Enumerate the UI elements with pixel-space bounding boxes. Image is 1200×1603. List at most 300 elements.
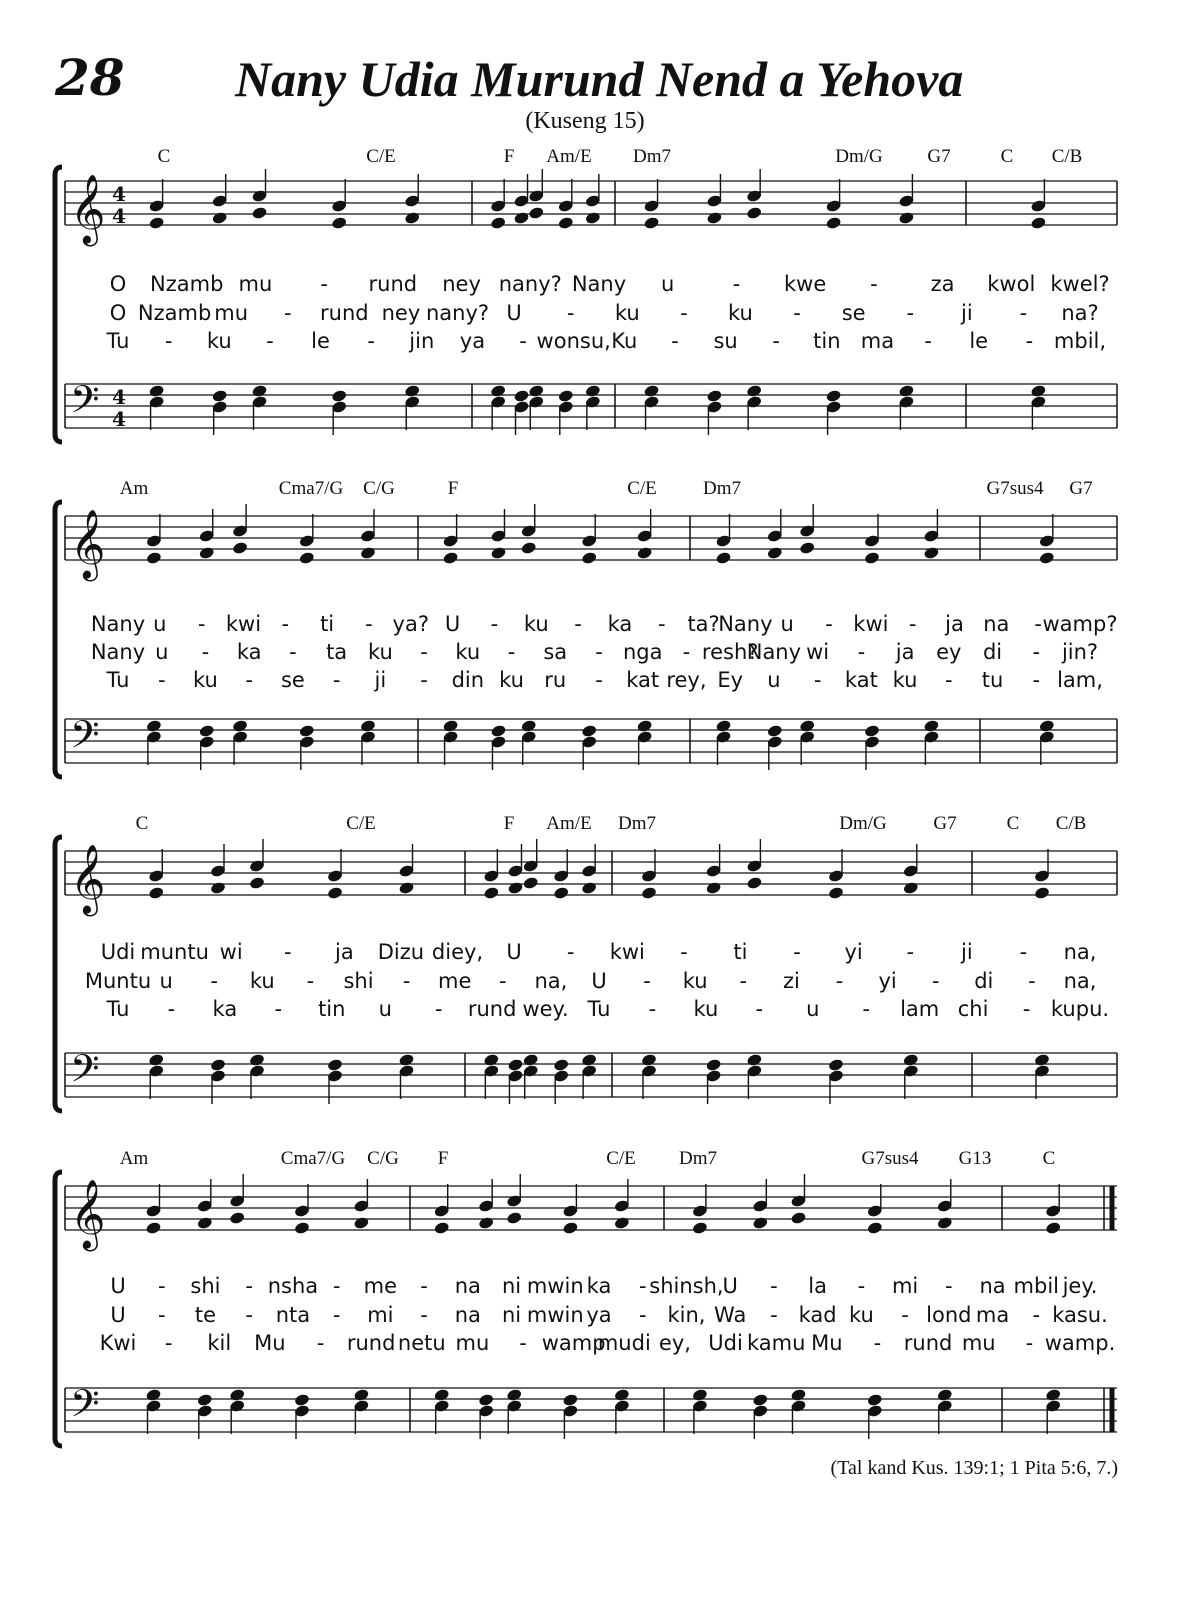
lyric-syllable: - (420, 640, 428, 664)
chord-symbol: F (437, 1148, 449, 1169)
lyric-syllable: ya (586, 1303, 612, 1327)
lyric-syllable: kil (207, 1331, 232, 1355)
lyric-syllable: u (378, 997, 392, 1021)
chord-symbol: C/B (1051, 146, 1083, 167)
note-head (705, 1058, 722, 1072)
note-head (715, 551, 732, 565)
lyric-syllable: Wa (714, 1303, 747, 1327)
lyric-syllable: na, (1063, 940, 1097, 964)
lyric-syllable: ya? (392, 612, 430, 636)
lyric-syllable: - (595, 640, 603, 664)
lyric-syllable: ey, (658, 1331, 691, 1355)
lyric-syllable: ji (960, 301, 973, 325)
lyric-syllable: - (306, 969, 315, 993)
lyric-syllable: ku (249, 969, 275, 993)
note-head (478, 1393, 495, 1407)
lyric-syllable: la (808, 1274, 827, 1298)
lyric-syllable: ti (320, 612, 335, 636)
note-head (1045, 1388, 1062, 1402)
note-head (767, 546, 784, 560)
note-head (148, 1053, 165, 1067)
note-head (705, 881, 722, 895)
note-head (520, 719, 537, 733)
chord-symbol: G7sus4 (986, 478, 1044, 499)
note-head (520, 541, 537, 555)
chord-symbol: Cma7/G (278, 478, 344, 499)
chord-symbol: Dm7 (703, 478, 741, 499)
lyric-syllable: na, (534, 969, 568, 993)
lyric-syllable: - (857, 640, 866, 664)
note-head (148, 216, 165, 230)
note-head (903, 1053, 920, 1067)
note-head (641, 886, 658, 900)
chord-symbol: C/G (367, 1148, 399, 1169)
lyric-syllable: - (157, 1274, 166, 1298)
lyric-syllable: - (931, 969, 940, 993)
lyric-syllable: Ku (611, 329, 638, 353)
note-head (581, 1053, 598, 1067)
time-signature-top: 4 (112, 182, 126, 206)
lyric-syllable: Mu (811, 1331, 843, 1355)
note-head (210, 881, 227, 895)
lyric-syllable: yi (844, 940, 863, 964)
lyric-syllable: - (245, 1274, 253, 1298)
lyric-syllable: - (283, 301, 292, 325)
lyric-syllable: ku (693, 997, 719, 1021)
note-head (360, 719, 377, 733)
lyric-syllable: ta (326, 640, 348, 664)
lyric-syllable: tu (981, 668, 1004, 692)
note-head (553, 1058, 570, 1072)
lyric-syllable: ney (381, 301, 421, 325)
note-head (433, 1388, 450, 1402)
lyric-syllable: Mu (254, 1331, 286, 1355)
lyric-syllable: su (713, 329, 738, 353)
lyric-syllable: - (648, 997, 657, 1021)
time-signature-top: 4 (112, 385, 126, 409)
lyric-syllable: ta? (687, 612, 720, 636)
lyric-syllable: me (438, 969, 472, 993)
lyric-syllable: na, (1063, 969, 1097, 993)
lyric-syllable: di (974, 969, 994, 993)
note-head (585, 211, 602, 225)
lyric-syllable: - (1034, 612, 1042, 636)
lyric-syllable: Dizu (377, 940, 425, 964)
lyric-syllable: - (682, 640, 691, 664)
lyric-syllable: tin (813, 329, 841, 353)
lyric-syllable: wi (806, 640, 830, 664)
lyric-syllable: - (680, 940, 688, 964)
note-head (799, 541, 816, 555)
lyric-syllable: - (274, 997, 283, 1021)
lyric-syllable: na (454, 1274, 481, 1298)
lyric-syllable: - (1028, 969, 1036, 993)
lyric-syllable: te (194, 1303, 217, 1327)
lyric-syllable: Muntu (84, 969, 152, 993)
lyric-syllable: ja (895, 640, 915, 664)
lyric-syllable: - (245, 1303, 253, 1327)
lyric-syllable: kwol (987, 272, 1036, 296)
lyric-syllable: - (316, 1331, 325, 1355)
lyric-syllable: Nany (571, 272, 627, 296)
lyric-syllable: - (507, 640, 516, 664)
note-head (746, 876, 763, 890)
lyric-syllable: - (813, 668, 822, 692)
lyric-syllable: ey (936, 640, 962, 664)
lyric-syllable: shi (190, 1274, 221, 1298)
note-head (746, 1053, 763, 1067)
lyric-syllable: - (793, 940, 801, 964)
lyric-syllable: ku (455, 640, 481, 664)
lyric-syllable: rund (346, 1331, 396, 1355)
note-head (692, 1388, 709, 1402)
lyric-syllable: kamu (746, 1331, 806, 1355)
note-head (146, 719, 163, 733)
lyric-syllable: Nany (90, 612, 146, 636)
note-head (145, 1221, 162, 1235)
lyric-syllable: - (283, 940, 292, 964)
lyric-syllable: - (680, 301, 688, 325)
lyric-syllable: - (945, 1274, 953, 1298)
note-head (643, 216, 660, 230)
note-head (528, 206, 545, 220)
chord-symbol: Dm7 (618, 813, 656, 834)
note-head (210, 1058, 227, 1072)
lyric-syllable: ni (501, 1303, 522, 1327)
note-head (825, 216, 842, 230)
treble-clef-icon: 𝄞 (70, 1179, 106, 1249)
lyric-syllable: kwi (609, 940, 645, 964)
note-head (490, 546, 507, 560)
lyric-syllable: nsha (267, 1274, 319, 1298)
lyric-syllable: - (574, 612, 582, 636)
lyric-syllable: - (164, 329, 173, 353)
note-head (752, 1216, 769, 1230)
note-head (692, 1221, 709, 1235)
chord-symbol: Dm7 (679, 1148, 717, 1169)
lyric-syllable: kin, (667, 1303, 706, 1327)
note-head (864, 724, 881, 738)
system-bracket (55, 837, 62, 1111)
lyric-syllable: - (434, 997, 443, 1021)
lyric-syllable: chi (957, 997, 989, 1021)
lyric-syllable: me (363, 1274, 398, 1298)
note-head (360, 546, 377, 560)
lyric-syllable: shi (343, 969, 374, 993)
lyric-syllable: - (289, 640, 297, 664)
lyric-syllable: - (566, 940, 575, 964)
lyric-syllable: Udi (708, 1331, 743, 1355)
lyric-syllable: Kwi (99, 1331, 137, 1355)
lyric-syllable: ka (586, 1274, 612, 1298)
note-head (483, 886, 500, 900)
hymn-subtitle: (Kuseng 15) (525, 108, 645, 134)
lyric-syllable: kwi (853, 612, 889, 636)
chord-symbol: C (1006, 813, 1020, 834)
lyric-syllable: - (770, 1303, 778, 1327)
note-head (483, 1053, 500, 1067)
note-head (148, 384, 165, 398)
note-head (299, 724, 316, 738)
scripture-reference: (Tal kand Kus. 139:1; 1 Pita 5:6, 7.) (830, 1457, 1118, 1479)
lyric-syllable: rund (368, 272, 418, 296)
lyric-syllable: - (595, 668, 603, 692)
lyric-syllable: - (835, 969, 844, 993)
lyric-syllable: Nzamb (150, 272, 224, 296)
bass-clef-icon: 𝄢 (70, 377, 100, 431)
lyric-syllable: ka (212, 997, 238, 1021)
lyric-syllable: - (945, 668, 953, 692)
lyric-syllable: - (901, 1303, 909, 1327)
lyric-syllable: ku (193, 668, 218, 692)
note-head (936, 1388, 953, 1402)
lyric-syllable: - (793, 301, 801, 325)
lyric-syllable: ji (374, 668, 387, 692)
lyric-syllable: - (1032, 1303, 1041, 1327)
lyric-syllable: - (1019, 940, 1028, 964)
lyric-syllable: - (638, 1274, 647, 1298)
lyric-syllable: - (906, 940, 915, 964)
note-head (898, 211, 915, 225)
lyric-syllable: wi (219, 940, 243, 964)
lyric-syllable: kat (626, 668, 660, 692)
lyric-syllable: tin (318, 997, 346, 1021)
chord-symbol: C/E (346, 813, 376, 834)
lyric-syllable: Nany (90, 640, 146, 664)
note-head (478, 1216, 495, 1230)
lyric-syllable: - (210, 969, 218, 993)
lyric-syllable: - (197, 612, 206, 636)
chord-symbol: Cma7/G (280, 1148, 346, 1169)
chord-symbol: Dm/G (835, 146, 883, 167)
lyric-syllable: kad (798, 1303, 837, 1327)
lyric-syllable: - (157, 1303, 166, 1327)
note-head (490, 216, 507, 230)
note-head (706, 211, 723, 225)
lyric-syllable: - (420, 1274, 428, 1298)
lyric-syllable: ja (335, 940, 354, 964)
lyric-syllable: mi (367, 1303, 394, 1327)
note-head (825, 389, 842, 403)
lyric-syllable: se (841, 301, 866, 325)
note-head (145, 1388, 162, 1402)
lyric-syllable: - (1022, 997, 1031, 1021)
note-head (562, 1221, 579, 1235)
lyric-syllable: kwel? (1050, 272, 1110, 296)
lyric-syllable: u (159, 969, 173, 993)
lyric-syllable: yi (878, 969, 897, 993)
note-head (404, 384, 421, 398)
note-head (1030, 216, 1047, 230)
lyric-syllable: u (153, 612, 167, 636)
lyric-syllable: rund (903, 1331, 953, 1355)
chord-symbol: F (503, 146, 515, 167)
lyric-syllable: za (930, 272, 955, 296)
lyric-syllable: kwe (784, 272, 827, 296)
lyric-syllable: - (1025, 329, 1034, 353)
chord-symbol: Am/E (546, 813, 592, 834)
note-head (232, 541, 249, 555)
lyric-syllable: - (862, 997, 871, 1021)
note-head (522, 1053, 539, 1067)
lyric-syllable: ku (614, 301, 640, 325)
note-head (513, 389, 530, 403)
lyric-syllable: Tu (106, 329, 130, 353)
lyric-syllable: - (519, 1331, 527, 1355)
lyric-syllable: zi (782, 969, 800, 993)
lyric-syllable: ney (442, 272, 481, 296)
lyric-syllable: mu (214, 301, 249, 325)
lyric-syllable: Udi (100, 940, 136, 964)
note-head (581, 881, 598, 895)
treble-clef-icon: 𝄞 (70, 509, 106, 579)
lyric-syllable: kasu. (1052, 1303, 1108, 1327)
lyric-syllable: wamp. (1044, 1331, 1116, 1355)
note-head (251, 206, 268, 220)
note-head (1045, 1221, 1062, 1235)
lyric-syllable: kwi (225, 612, 262, 636)
lyric-syllable: nga (622, 640, 663, 664)
note-head (294, 1221, 311, 1235)
note-head (327, 1058, 344, 1072)
treble-clef-icon: 𝄞 (70, 844, 106, 914)
lyric-syllable: ku (206, 329, 232, 353)
note-head (490, 384, 507, 398)
lyric-syllable: diey, (431, 940, 484, 964)
note-head (249, 876, 266, 890)
note-head (767, 724, 784, 738)
note-head (522, 876, 539, 890)
lyric-syllable: resh? (701, 640, 759, 664)
lyric-syllable: - (332, 1274, 341, 1298)
chord-symbol: Am (119, 1148, 149, 1169)
chord-symbol: C (1000, 146, 1014, 167)
lyric-syllable: - (638, 1303, 647, 1327)
lyric-syllable: ya (459, 329, 486, 353)
lyric-syllable: u (767, 668, 781, 692)
note-head (299, 551, 316, 565)
note-head (790, 1388, 807, 1402)
lyric-syllable: U (110, 1274, 126, 1298)
lyric-syllable: - (873, 1331, 882, 1355)
lyric-syllable: - (499, 969, 507, 993)
note-head (936, 1216, 953, 1230)
note-head (229, 1211, 246, 1225)
lyric-syllable: U (591, 969, 607, 993)
lyric-syllable: lam (900, 997, 940, 1021)
lyric-syllable: - (365, 612, 373, 636)
lyric-syllable: u (661, 272, 675, 296)
lyric-syllable: O (109, 301, 127, 325)
lyric-syllable: ni (501, 1274, 522, 1298)
lyric-syllable: ka (607, 612, 633, 636)
note-head (1034, 1053, 1051, 1067)
note-head (581, 724, 598, 738)
bass-clef-icon: 𝄢 (70, 1046, 100, 1100)
lyric-syllable: mudi (597, 1331, 651, 1355)
note-head (398, 881, 415, 895)
note-head (251, 384, 268, 398)
chord-symbol: F (447, 478, 459, 499)
lyric-syllable: Tu (106, 668, 130, 692)
lyric-syllable: - (332, 668, 341, 692)
lyric-syllable: Nany (746, 640, 802, 664)
chord-symbol: G7 (1069, 478, 1093, 499)
note-head (706, 389, 723, 403)
lyric-syllable: di (982, 640, 1003, 664)
chord-symbol: Dm7 (633, 146, 671, 167)
system-bracket (55, 167, 62, 442)
note-head (864, 551, 881, 565)
note-head (506, 1211, 523, 1225)
lyric-syllable: - (402, 969, 411, 993)
chord-symbol: Am (119, 478, 149, 499)
note-head (799, 719, 816, 733)
note-head (585, 384, 602, 398)
lyric-syllable: Nzamb (137, 301, 212, 325)
lyric-syllable: - (332, 1303, 341, 1327)
chord-symbol: C/E (627, 478, 657, 499)
lyric-syllable: - (924, 329, 932, 353)
note-head (1030, 384, 1047, 398)
lyric-syllable: nany? (498, 272, 562, 296)
note-head (828, 1058, 845, 1072)
lyric-syllable: rey, (666, 668, 707, 692)
lyric-syllable: - (1032, 640, 1041, 664)
lyric-syllable: - (519, 329, 527, 353)
lyric-syllable: na (979, 1274, 1006, 1298)
lyric-syllable: U (444, 612, 461, 636)
note-head (898, 384, 915, 398)
note-head (229, 1388, 246, 1402)
note-head (1034, 886, 1051, 900)
lyric-syllable: mu (455, 1331, 490, 1355)
note-head (249, 1053, 266, 1067)
lyric-syllable: Ey (717, 668, 744, 692)
lyric-syllable: wey. (522, 997, 569, 1021)
note-head (923, 546, 940, 560)
lyric-syllable: mu (961, 1331, 996, 1355)
lyric-syllable: - (1025, 1331, 1034, 1355)
lyric-syllable: jey. (1062, 1274, 1098, 1298)
note-head (442, 719, 459, 733)
lyric-syllable: mwin (526, 1303, 584, 1327)
note-head (490, 724, 507, 738)
note-head (197, 1393, 214, 1407)
note-head (506, 1388, 523, 1402)
note-head (398, 1053, 415, 1067)
note-head (294, 1393, 311, 1407)
lyric-syllable: lond (926, 1303, 972, 1327)
lyric-syllable: - (870, 272, 878, 296)
note-head (404, 211, 421, 225)
lyric-syllable: muntu (140, 940, 209, 964)
lyric-syllable: ru (544, 668, 567, 692)
lyric-syllable: ku (523, 612, 549, 636)
note-head (636, 546, 653, 560)
note-head (442, 551, 459, 565)
lyric-syllable: rund (320, 301, 369, 325)
note-head (1039, 551, 1056, 565)
lyric-syllable: - (732, 272, 741, 296)
lyric-syllable: kat (844, 668, 878, 692)
note-head (790, 1211, 807, 1225)
chord-symbol: G7sus4 (861, 1148, 919, 1169)
chord-symbol: Am/E (546, 146, 592, 167)
lyric-syllable: ma (860, 329, 895, 353)
lyric-syllable: na (454, 1303, 481, 1327)
chord-symbol: C/E (606, 1148, 636, 1169)
